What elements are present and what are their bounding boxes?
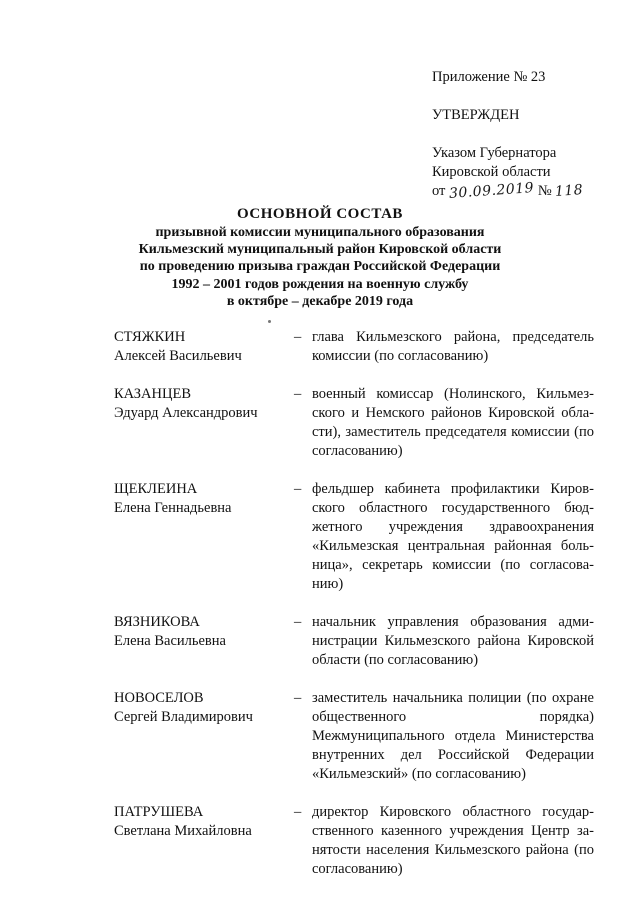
member-given-name: Алексей Васильевич — [114, 348, 242, 364]
member-given-name: Елена Васильевна — [114, 633, 226, 649]
member-dash: – — [294, 386, 302, 402]
member-role: военный комиссар (Нолинского, Кильмезского и Немского районов Кировской области), заместитель председателя комиссии (по согласованию) — [312, 386, 594, 459]
scan-speck — [268, 320, 271, 323]
member-surname: ВЯЗНИКОВА — [114, 614, 200, 630]
member-name — [114, 803, 294, 841]
member-entry — [114, 689, 594, 784]
member-given-name: Сергей Владимирович — [114, 709, 253, 725]
approved-label: УТВЕРЖДЕН — [432, 107, 520, 123]
number-prefix: № — [537, 183, 552, 199]
member-given-name: Светлана Михайловна — [114, 823, 252, 839]
approval-stamp-block — [432, 68, 632, 201]
member-role: глава Кильмезского района, председатель комиссии (по согласованию) — [312, 329, 594, 364]
member-name — [114, 689, 294, 727]
title-line: по проведению призыва граждан Российской Федерации — [139, 259, 501, 275]
member-given-name: Елена Геннадьевна — [114, 500, 232, 516]
title-line: 1992 – 2001 годов рождения на военную службу — [171, 276, 469, 292]
decree-date-line — [432, 182, 632, 201]
member-role: заместитель начальника полиции (по охране общественного порядка) Межмуниципального отдела Министерства внутренних дел Российской Федерации «Кильмезский» (по согласованию) — [312, 690, 594, 782]
member-entry — [114, 480, 594, 594]
member-surname: КАЗАНЦЕВ — [114, 386, 191, 402]
document-title — [100, 204, 540, 310]
member-surname: ЩЕКЛЕИНА — [114, 481, 198, 497]
member-entry — [114, 328, 594, 366]
decree-line-2: Кировской области — [432, 164, 551, 180]
member-name — [114, 385, 294, 423]
handwritten-date: 30.09.2019 — [448, 180, 535, 202]
member-entry — [114, 613, 594, 670]
handwritten-number: 118 — [554, 182, 585, 200]
member-entry — [114, 385, 594, 461]
appendix-number: Приложение № 23 — [432, 69, 546, 85]
title-line: призывной комиссии муниципального образования — [155, 225, 485, 240]
member-dash: – — [294, 804, 302, 820]
member-name — [114, 613, 294, 651]
member-role: директор Кировского областного государственного казенного учреждения Центр занятости населения Кильмезского района (по согласованию) — [312, 804, 594, 877]
member-dash: – — [294, 614, 302, 630]
member-dash: – — [294, 690, 302, 706]
member-dash: – — [294, 481, 302, 497]
member-name — [114, 328, 294, 366]
member-dash: – — [294, 329, 302, 345]
member-entry — [114, 803, 594, 879]
members-list — [114, 328, 594, 898]
title-line: в октябре – декабре 2019 года — [226, 293, 414, 309]
member-given-name: Эдуард Александрович — [114, 405, 258, 421]
title-main: ОСНОВНОЙ СОСТАВ — [237, 206, 403, 222]
title-line: Кильмезский муниципальный район Кировской области — [138, 242, 502, 258]
decree-line-1: Указом Губернатора — [432, 145, 557, 161]
member-role: начальник управления образования администрации Кильмезского района Кировской области (по согласованию) — [312, 614, 594, 668]
date-prefix: от — [432, 183, 446, 199]
member-surname: СТЯЖКИН — [114, 329, 186, 345]
member-name — [114, 480, 294, 518]
member-role: фельдшер кабинета профилактики Кировского областного государственного бюджетного учреждения здравоохранения «Кильмезская центральная районная больница», секретарь комиссии (по согласованию) — [312, 481, 594, 592]
member-surname: ПАТРУШЕВА — [114, 804, 204, 820]
member-surname: НОВОСЕЛОВ — [114, 690, 204, 706]
